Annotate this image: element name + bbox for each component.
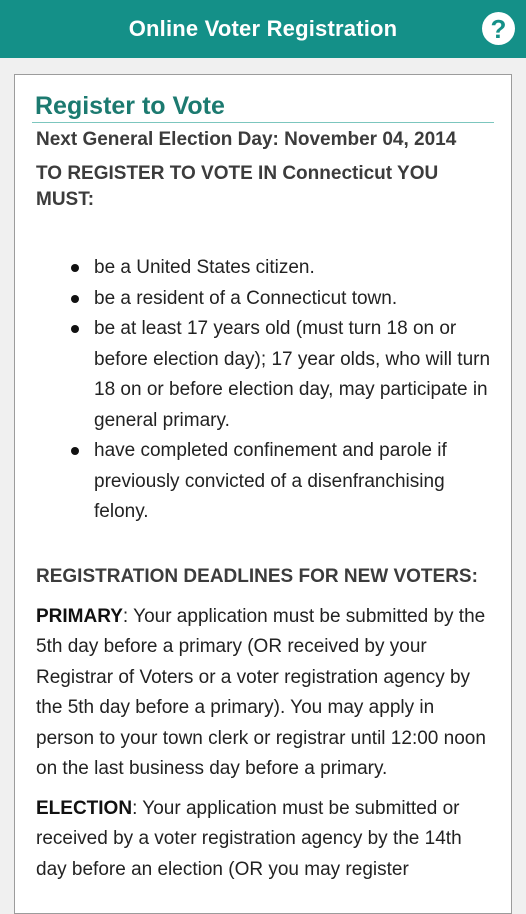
content-card (14, 74, 512, 914)
requirement-text: be a resident of a Connecticut town. (94, 287, 398, 309)
page-title: Register to Vote (35, 92, 225, 120)
election-day-text: Next General Election Day: November 04, 2014 (36, 129, 457, 150)
requirement-text: be at least 17 years old (must turn 18 on or before election day); 17 year olds, who will turn 18 on or before election day, may participate in general primary. (94, 318, 491, 431)
election-label: ELECTION (36, 797, 133, 819)
bullet-icon (71, 264, 79, 272)
election-deadline-text: : Your application must be submitted or received by a voter registration agency by the 14th day before an election (OR you may register (36, 797, 462, 880)
election-deadline-paragraph (36, 794, 492, 886)
primary-deadline-text: : Your application must be submitted by the 5th day before a primary (OR received by your Registrar of Voters or a voter registration agency by the 5th day before a primary). You may apply in person to your town clerk or registrar until 12:00 noon on the last business day before a primary. (36, 605, 486, 779)
deadlines-heading: REGISTRATION DEADLINES FOR NEW VOTERS: (36, 565, 478, 587)
list-item (36, 284, 491, 315)
list-item (36, 436, 491, 528)
app-bar (0, 0, 526, 58)
bullet-icon (71, 295, 79, 303)
primary-label: PRIMARY (36, 605, 123, 627)
help-button[interactable] (482, 12, 515, 45)
primary-deadline-paragraph (36, 602, 492, 785)
question-mark-icon: ? (490, 13, 507, 44)
requirements-list (36, 253, 491, 528)
requirement-text: be a United States citizen. (94, 257, 315, 278)
bullet-icon (71, 325, 79, 333)
app-title: Online Voter Registration (128, 16, 398, 41)
list-item (36, 314, 491, 436)
requirement-text: have completed confinement and parole if previously convicted of a disenfranchising felony. (94, 440, 447, 522)
list-item (36, 253, 491, 284)
bullet-icon (71, 447, 79, 455)
title-divider (32, 122, 494, 123)
requirements-heading: TO REGISTER TO VOTE IN Connecticut YOU MUST: (36, 163, 439, 210)
